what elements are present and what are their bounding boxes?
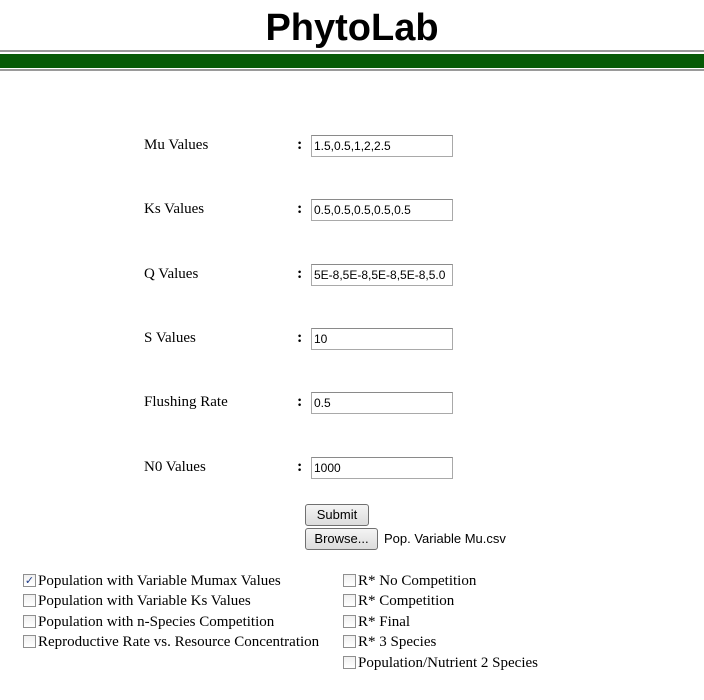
q-values-row (0, 264, 704, 288)
q-values-colon: : (297, 265, 303, 282)
flushing-rate-input[interactable] (311, 392, 453, 414)
s-values-input[interactable] (311, 328, 453, 350)
option-label: Population with Variable Mumax Values (38, 573, 281, 589)
option-label: R* Final (358, 614, 411, 630)
selected-file-name: Pop. Variable Mu.csv (384, 531, 506, 546)
n0-values-input[interactable] (311, 457, 453, 479)
mu-values-label: Mu Values (144, 137, 209, 153)
ks-values-label: Ks Values (144, 201, 205, 217)
mu-values-row (0, 135, 704, 159)
option-label: R* 3 Species (358, 634, 437, 650)
option-label: Population with Variable Ks Values (38, 593, 251, 609)
page-title: PhytoLab (265, 7, 439, 49)
mu-values-colon: : (297, 136, 303, 153)
checkbox[interactable] (343, 615, 356, 628)
header-rule-bottom (0, 69, 704, 71)
n0-values-colon: : (297, 458, 303, 475)
q-values-input[interactable] (311, 264, 453, 286)
n0-values-row (0, 457, 704, 481)
checkbox[interactable] (23, 615, 36, 628)
q-values-label: Q Values (144, 266, 199, 282)
option-label: R* No Competition (358, 573, 477, 589)
flushing-rate-row (0, 392, 704, 416)
checkbox[interactable] (343, 635, 356, 648)
checkbox[interactable] (23, 594, 36, 607)
checkbox[interactable]: ✓ (24, 574, 35, 587)
checkbox[interactable] (343, 574, 356, 587)
s-values-label: S Values (144, 330, 196, 346)
ks-values-colon: : (297, 200, 303, 217)
browse-button[interactable]: Browse... (305, 528, 378, 550)
flushing-rate-colon: : (297, 393, 303, 410)
submit-button[interactable]: Submit (305, 504, 369, 526)
s-values-row (0, 328, 704, 352)
checkbox[interactable] (343, 656, 356, 669)
mu-values-input[interactable] (311, 135, 453, 157)
ks-values-row (0, 199, 704, 223)
checkbox[interactable] (343, 594, 356, 607)
n0-values-label: N0 Values (144, 459, 206, 475)
option-label: Population/Nutrient 2 Species (358, 655, 538, 671)
flushing-rate-label: Flushing Rate (144, 394, 228, 410)
s-values-colon: : (297, 329, 303, 346)
option-label: Reproductive Rate vs. Resource Concentration (38, 634, 320, 650)
header-rule-top (0, 50, 704, 52)
header-green-bar (0, 54, 704, 68)
ks-values-input[interactable] (311, 199, 453, 221)
checkbox[interactable] (23, 635, 36, 648)
option-label: R* Competition (358, 593, 455, 609)
option-label: Population with n-Species Competition (38, 614, 275, 630)
